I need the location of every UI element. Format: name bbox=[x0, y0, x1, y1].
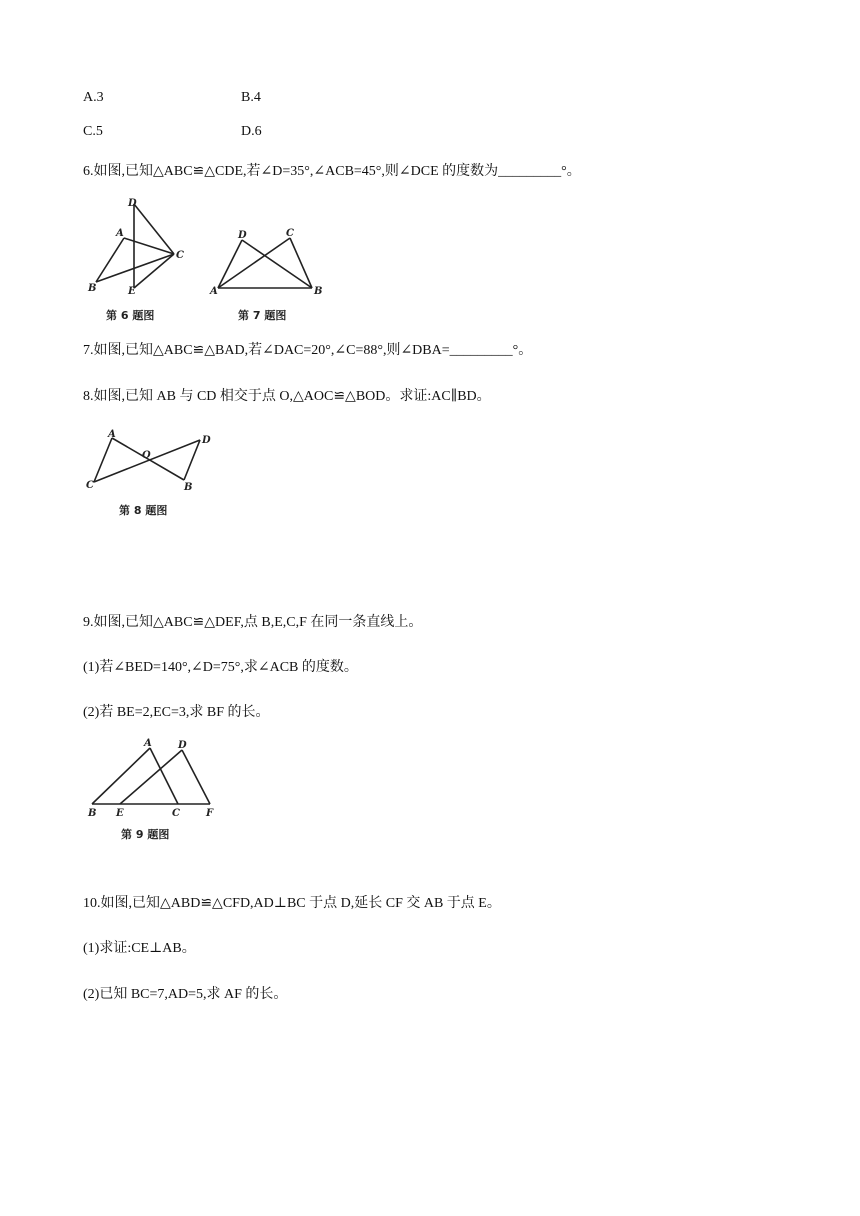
option-d: D.6 bbox=[241, 124, 262, 139]
fig8-label-d: D bbox=[202, 435, 211, 446]
question-8: 8.如图,已知 AB 与 CD 相交于点 O,△AOC≌△BOD。求证:AC∥BD。 bbox=[83, 389, 491, 404]
fig9-label-f: F bbox=[206, 808, 214, 818]
fig9-label-b: B bbox=[88, 808, 97, 818]
fig8-label-b: B bbox=[184, 482, 193, 493]
figure-9-caption: 第 9 题图 bbox=[121, 828, 170, 841]
question-7: 7.如图,已知△ABC≌△BAD,若∠DAC=20°,∠C=88°,则∠DBA=_________°。 bbox=[83, 343, 533, 358]
fig7-label-a: A bbox=[210, 286, 218, 296]
figure-6 bbox=[84, 196, 194, 296]
question-9-part-1: (1)若∠BED=140°,∠D=75°,求∠ACB 的度数。 bbox=[83, 660, 358, 675]
fig7-label-c: C bbox=[286, 228, 294, 239]
figure-7-caption: 第 7 题图 bbox=[238, 309, 287, 322]
fig6-label-d: D bbox=[128, 198, 137, 209]
fig8-label-a: A bbox=[108, 429, 116, 440]
question-9-stem: 9.如图,已知△ABC≌△DEF,点 B,E,C,F 在同一条直线上。 bbox=[83, 615, 423, 630]
question-10-part-2: (2)已知 BC=7,AD=5,求 AF 的长。 bbox=[83, 987, 288, 1002]
fig9-label-a: A bbox=[144, 738, 152, 749]
fig6-label-c: C bbox=[176, 250, 184, 261]
question-9-part-2: (2)若 BE=2,EC=3,求 BF 的长。 bbox=[83, 705, 270, 720]
figure-7 bbox=[208, 226, 328, 296]
fig8-label-c: C bbox=[86, 480, 94, 491]
fig9-label-c: C bbox=[172, 808, 180, 818]
question-6: 6.如图,已知△ABC≌△CDE,若∠D=35°,∠ACB=45°,则∠DCE 的度数为_________°。 bbox=[83, 164, 581, 179]
figure-6-caption: 第 6 题图 bbox=[106, 309, 155, 322]
option-c: C.5 bbox=[83, 124, 103, 139]
figure-9 bbox=[84, 736, 224, 818]
fig6-label-a: A bbox=[116, 228, 124, 239]
fig6-label-b: B bbox=[88, 283, 97, 294]
fig9-label-e: E bbox=[116, 808, 124, 818]
option-a: A.3 bbox=[83, 90, 104, 105]
question-10-stem: 10.如图,已知△ABD≌△CFD,AD⊥BC 于点 D,延长 CF 交 AB 于点 E。 bbox=[83, 896, 501, 911]
fig9-label-d: D bbox=[178, 740, 187, 751]
fig6-label-e: E bbox=[128, 286, 136, 296]
option-b: B.4 bbox=[241, 90, 261, 105]
fig8-label-o: O bbox=[142, 450, 151, 461]
fig7-label-d: D bbox=[238, 230, 247, 241]
figure-8-caption: 第 8 题图 bbox=[119, 504, 168, 517]
figure-8 bbox=[84, 428, 218, 494]
question-10-part-1: (1)求证:CE⊥AB。 bbox=[83, 941, 196, 956]
fig7-label-b: B bbox=[314, 286, 323, 296]
